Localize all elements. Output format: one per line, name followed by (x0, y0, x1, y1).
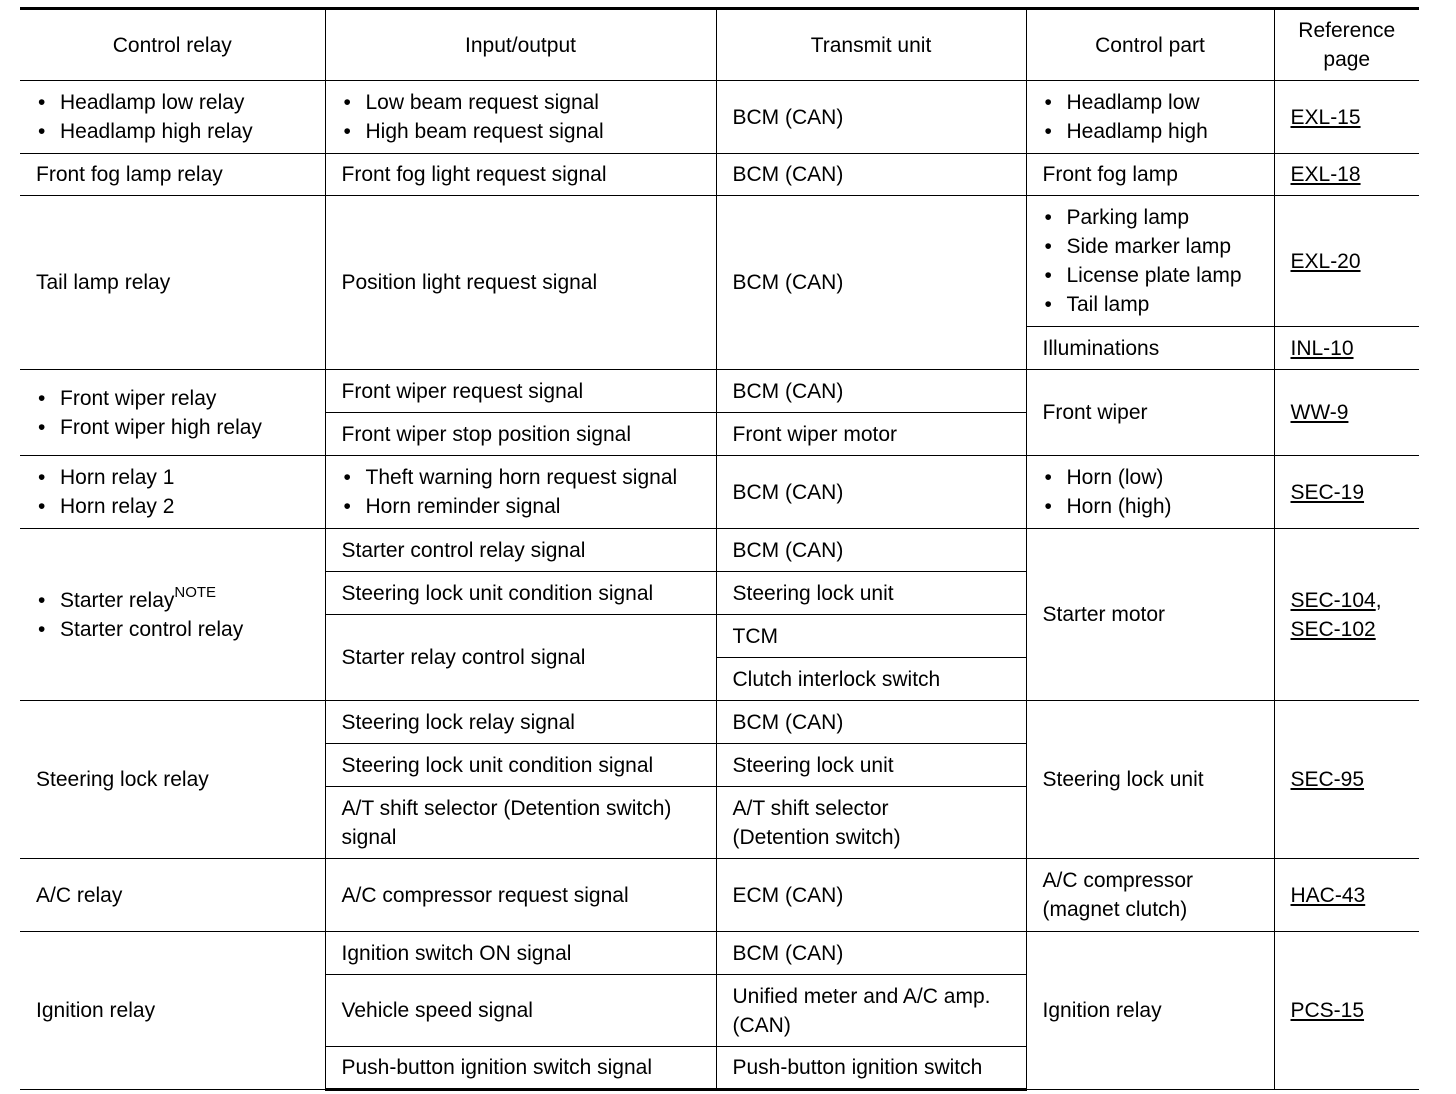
horn-relays (20, 456, 325, 529)
steering-part: Steering lock unit (1026, 701, 1274, 859)
starter-unit-bcm: BCM (CAN) (716, 529, 1026, 572)
horn-signals (325, 456, 716, 529)
wiper-unit-motor: Front wiper motor (716, 413, 1026, 456)
list-item: • Side marker lamp (1043, 232, 1266, 261)
starter-unit-clutch: Clutch interlock switch (716, 658, 1026, 701)
headlamp-relays (20, 81, 325, 154)
list-item: • Headlamp low (1043, 88, 1266, 117)
headlamp-ref-cell (1274, 81, 1419, 154)
fog-unit: BCM (CAN) (716, 154, 1026, 196)
tail-ref-cell (1274, 196, 1419, 327)
ref-link-hac-43[interactable]: HAC-43 (1290, 883, 1366, 907)
header-input-output: Input/output (325, 9, 716, 81)
ref-link-exl-18[interactable]: EXL-18 (1290, 163, 1361, 186)
list-item (36, 583, 317, 615)
table-row (20, 456, 1419, 529)
ac-part-line2: (magnet clutch) (1042, 898, 1188, 921)
table-row (20, 154, 1419, 196)
steering-unit3-line1: A/T shift selector (732, 796, 889, 820)
list-item: • Tail lamp (1043, 290, 1266, 319)
fog-relay: Front fog lamp relay (20, 154, 325, 196)
ref-link-exl-20[interactable]: EXL-20 (1290, 249, 1361, 273)
table-row (20, 859, 1419, 932)
wiper-part: Front wiper (1026, 370, 1274, 456)
starter-unit-tcm: TCM (716, 615, 1026, 658)
ref-link-ww-9[interactable]: WW-9 (1290, 401, 1349, 424)
ref-link-sec-19[interactable]: SEC-19 (1290, 480, 1365, 504)
steering-unit-shift-selector (716, 787, 1026, 859)
steering-signal3-line2: signal (341, 825, 397, 849)
header-reference-page (1274, 9, 1419, 81)
fog-signal: Front fog light request signal (325, 154, 716, 196)
starter-unit-steering-lock: Steering lock unit (716, 572, 1026, 615)
wiper-unit-bcm: BCM (CAN) (716, 370, 1026, 413)
list-item: • Headlamp low relay (36, 88, 317, 117)
horn-parts (1026, 456, 1274, 529)
tail-parts (1026, 196, 1274, 327)
starter-part: Starter motor (1026, 529, 1274, 701)
ignition-ref-cell (1274, 932, 1419, 1090)
ac-unit: ECM (CAN) (716, 859, 1026, 932)
horn-ref-cell (1274, 456, 1419, 529)
table-row (20, 529, 1419, 572)
ignition-signal-push-button: Push-button ignition switch signal (325, 1047, 716, 1090)
ignition-unit2-line2: (CAN) (732, 1013, 791, 1037)
header-control-relay: Control relay (20, 9, 325, 81)
note-superscript: NOTE (174, 583, 217, 601)
header-reference-line1: Reference (1298, 19, 1396, 42)
list-item: • Horn reminder signal (342, 492, 708, 521)
headlamp-unit: BCM (CAN) (716, 81, 1026, 154)
ref-link-sec-95[interactable]: SEC-95 (1290, 768, 1365, 791)
ac-part-line1: A/C compressor (1042, 869, 1194, 892)
header-reference-line2: page (1323, 48, 1371, 71)
tail-signal: Position light request signal (325, 196, 716, 370)
tail-relay: Tail lamp relay (20, 196, 325, 370)
tail-unit: BCM (CAN) (716, 196, 1026, 370)
starter-signal-relay-control: Starter relay control signal (325, 615, 716, 701)
ref-separator: , (1375, 588, 1382, 612)
starter-signal-control: Starter control relay signal (325, 529, 716, 572)
list-item: • License plate lamp (1043, 261, 1266, 290)
tail-part-illuminations: Illuminations (1026, 327, 1274, 370)
header-row (20, 9, 1419, 81)
starter-signal-lock-condition: Steering lock unit condition signal (325, 572, 716, 615)
list-item: • Theft warning horn request signal (342, 463, 708, 492)
control-relay-table (20, 7, 1419, 1091)
horn-unit: BCM (CAN) (716, 456, 1026, 529)
list-item: • Front wiper relay (36, 384, 317, 413)
starter-relays (20, 529, 325, 701)
steering-ref-cell (1274, 701, 1419, 859)
ref-link-exl-15[interactable]: EXL-15 (1290, 105, 1361, 129)
table-row (20, 196, 1419, 327)
wiper-relays (20, 370, 325, 456)
headlamp-signals (325, 81, 716, 154)
steering-signal3-line1: A/T shift selector (Detention switch) (341, 796, 672, 820)
list-item: • Headlamp high relay (36, 117, 317, 146)
steering-signal-shift-selector (325, 787, 716, 859)
wiper-signal-stop: Front wiper stop position signal (325, 413, 716, 456)
ref-link-sec-104[interactable]: SEC-104 (1290, 588, 1376, 612)
steering-unit-bcm: BCM (CAN) (716, 701, 1026, 744)
header-transmit-unit: Transmit unit (716, 9, 1026, 81)
steering-unit3-line2: (Detention switch) (732, 825, 901, 849)
ignition-unit-meter (716, 975, 1026, 1047)
steering-signal-relay: Steering lock relay signal (325, 701, 716, 744)
fog-ref-cell (1274, 154, 1419, 196)
list-item: • Horn relay 2 (36, 492, 317, 521)
ignition-signal-speed: Vehicle speed signal (325, 975, 716, 1047)
table-row (20, 701, 1419, 744)
starter-ref-cell (1274, 529, 1419, 701)
ac-relay: A/C relay (20, 859, 325, 932)
ignition-unit-bcm: BCM (CAN) (716, 932, 1026, 975)
tail-ref2-cell (1274, 327, 1419, 370)
list-item: • Horn (low) (1043, 463, 1266, 492)
wiper-signal-request: Front wiper request signal (325, 370, 716, 413)
list-item: • Front wiper high relay (36, 413, 317, 442)
ignition-unit2-line1: Unified meter and A/C amp. (732, 984, 991, 1008)
ref-link-sec-102[interactable]: SEC-102 (1290, 617, 1376, 641)
header-control-part: Control part (1026, 9, 1274, 81)
wiper-ref-cell (1274, 370, 1419, 456)
steering-unit-lock: Steering lock unit (716, 744, 1026, 787)
list-item: • Horn (high) (1043, 492, 1266, 521)
list-item: • Horn relay 1 (36, 463, 317, 492)
ignition-part: Ignition relay (1026, 932, 1274, 1090)
steering-signal-condition: Steering lock unit condition signal (325, 744, 716, 787)
table-row (20, 81, 1419, 154)
ac-part (1026, 859, 1274, 932)
ac-signal: A/C compressor request signal (325, 859, 716, 932)
ignition-signal-on: Ignition switch ON signal (325, 932, 716, 975)
starter-relay-label: Starter relay (60, 588, 175, 612)
ignition-relay: Ignition relay (20, 932, 325, 1090)
headlamp-parts (1026, 81, 1274, 154)
list-item: • Low beam request signal (342, 88, 708, 117)
steering-relay: Steering lock relay (20, 701, 325, 859)
list-item: • Parking lamp (1043, 203, 1266, 232)
ref-link-inl-10[interactable]: INL-10 (1290, 336, 1354, 360)
ac-ref-cell (1274, 859, 1419, 932)
list-item: • Starter control relay (36, 615, 317, 644)
fog-part: Front fog lamp (1026, 154, 1274, 196)
ref-link-pcs-15[interactable]: PCS-15 (1290, 999, 1365, 1022)
list-item: • High beam request signal (342, 117, 708, 146)
table-row (20, 370, 1419, 413)
table-row (20, 932, 1419, 975)
list-item: • Headlamp high (1043, 117, 1266, 146)
ignition-unit-push-button: Push-button ignition switch (716, 1047, 1026, 1090)
